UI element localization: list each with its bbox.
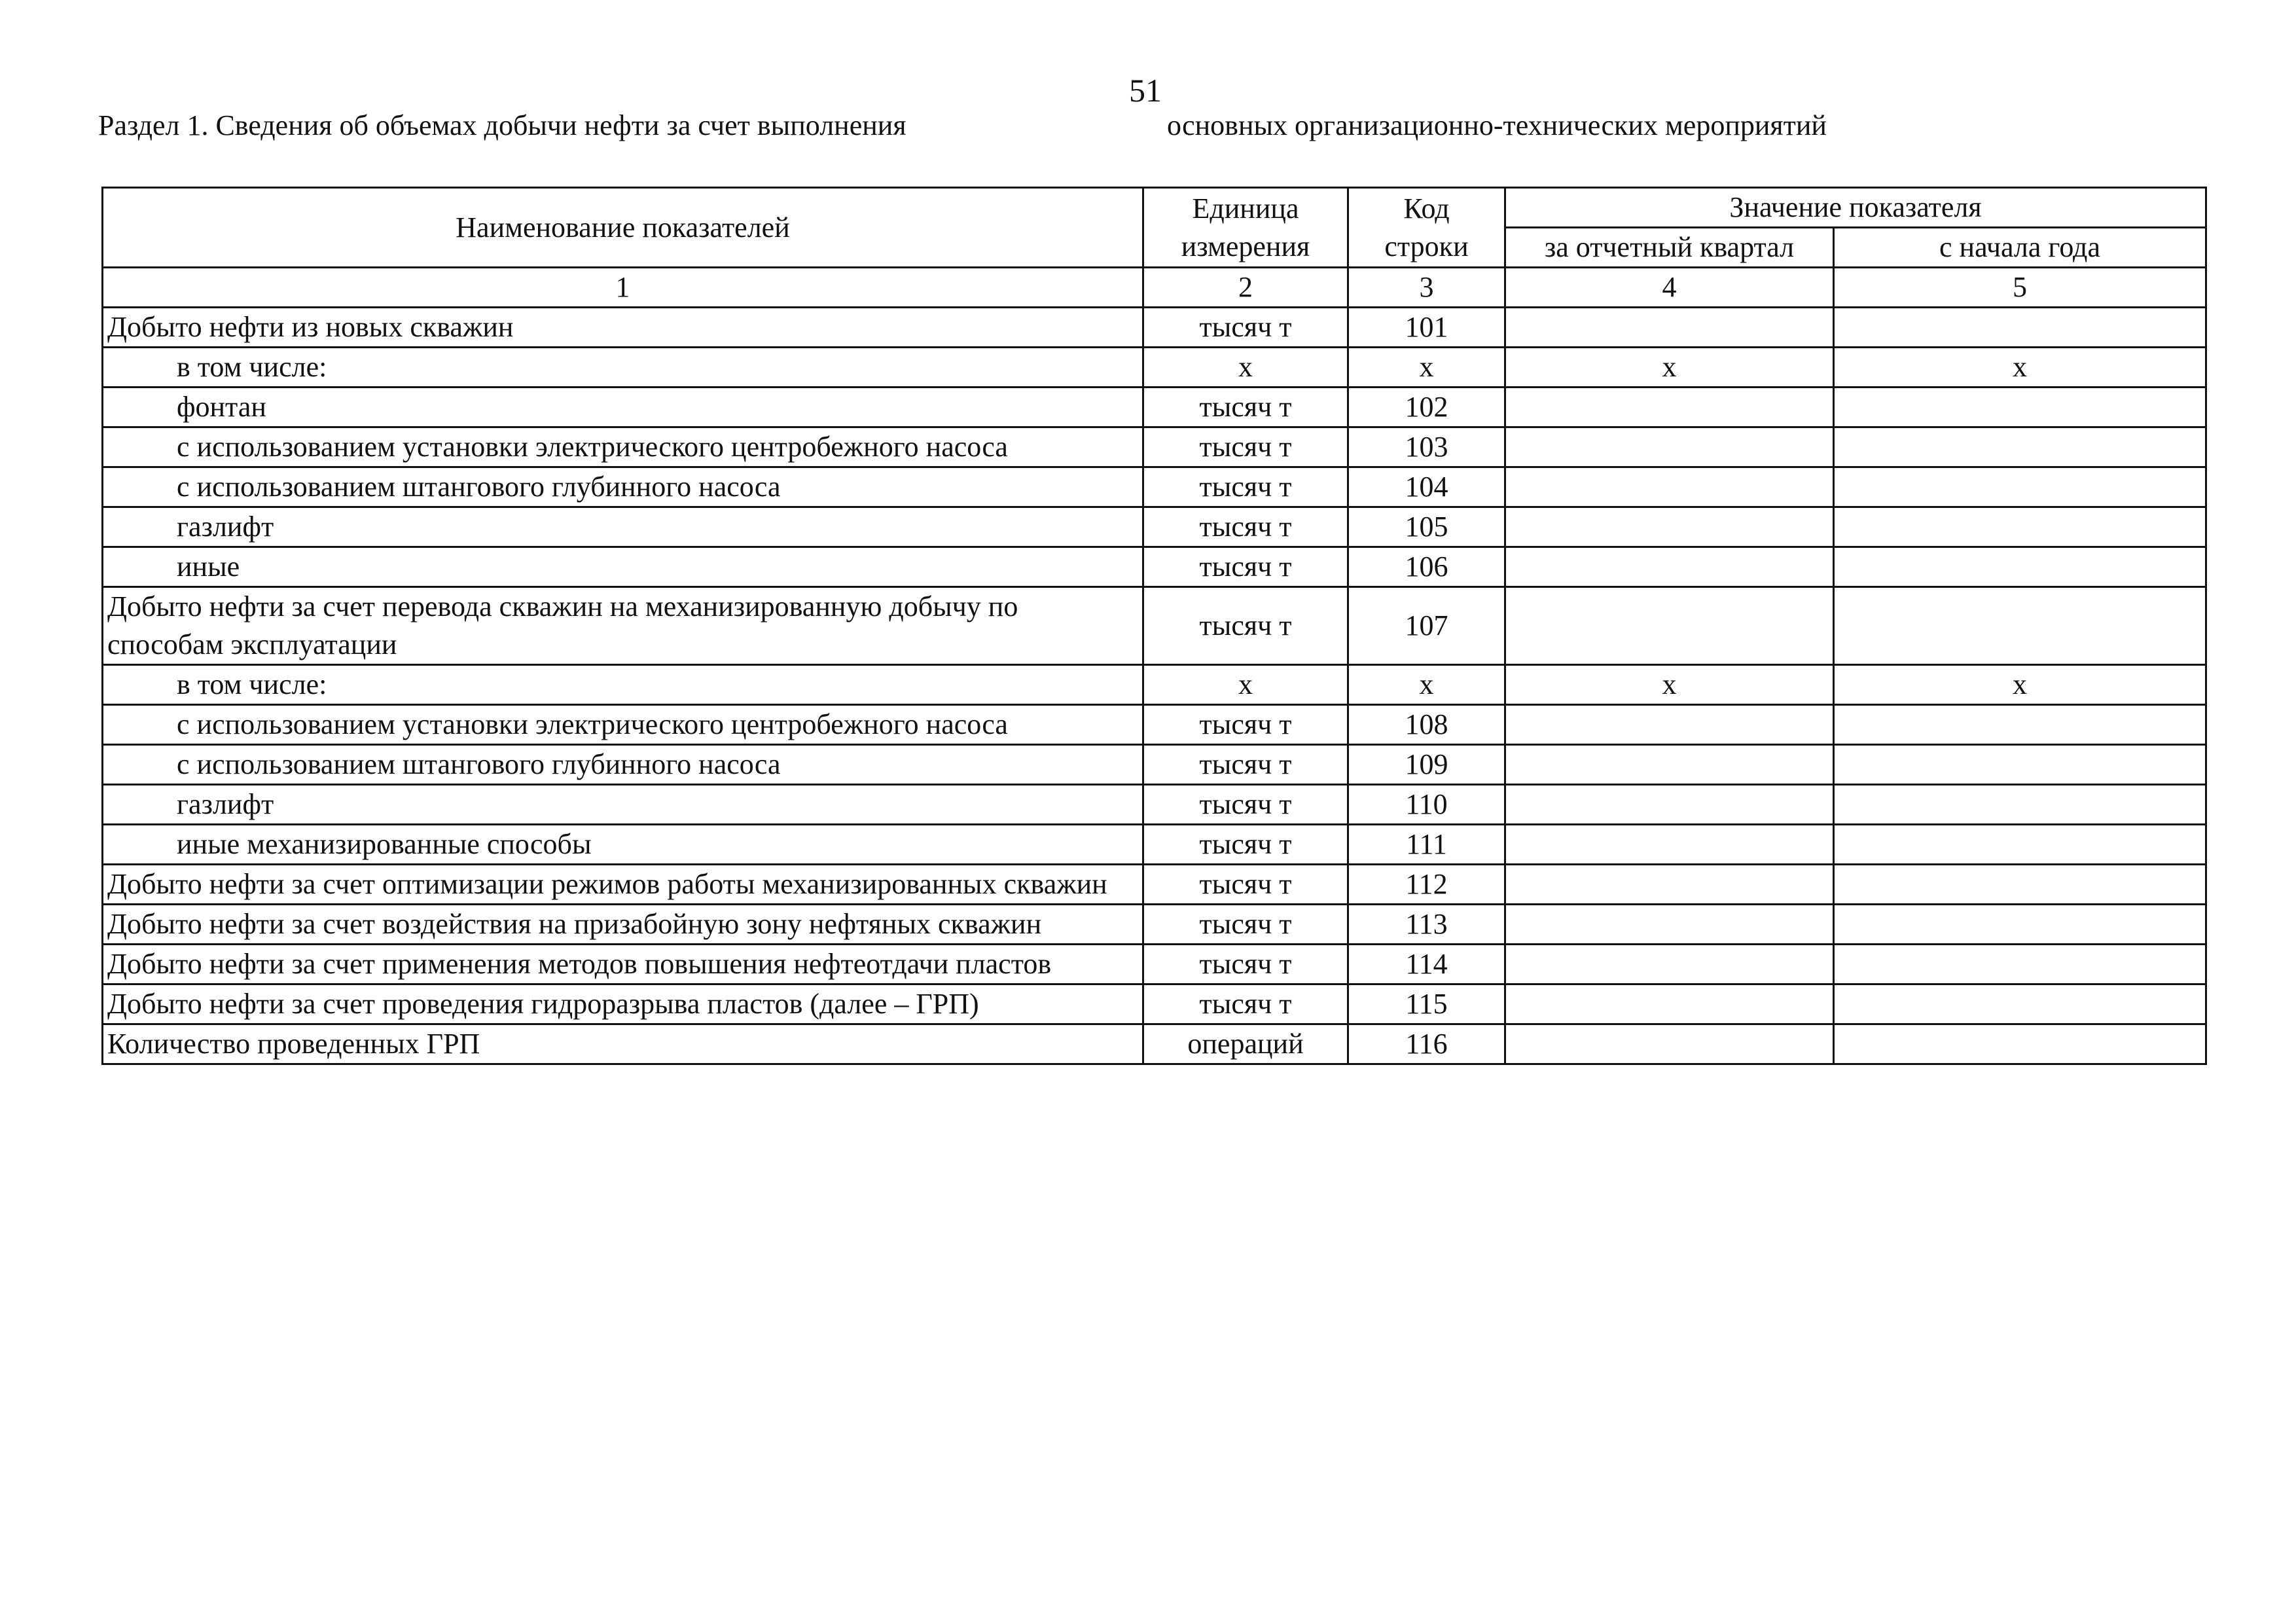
row-code: 116	[1348, 1024, 1505, 1064]
row-code: 114	[1348, 945, 1505, 984]
header-unit-line2: измерения	[1181, 230, 1310, 262]
row-quarter-value: х	[1505, 665, 1834, 705]
header-name: Наименование показателей	[103, 188, 1143, 268]
row-name: с использованием установки электрического центробежного насоса	[103, 427, 1143, 467]
row-name: Добыто нефти за счет перевода скважин на механизированную добычу по способам эксплуатации	[103, 587, 1143, 665]
row-name: газлифт	[103, 507, 1143, 547]
row-unit: х	[1143, 348, 1348, 388]
row-quarter-value	[1505, 905, 1834, 945]
row-name: Добыто нефти за счет проведения гидроразрыва пластов (далее – ГРП)	[103, 984, 1143, 1024]
table-row	[103, 825, 2206, 865]
row-year-value	[1834, 785, 2206, 825]
row-year-value	[1834, 745, 2206, 785]
row-name: с использованием штангового глубинного насоса	[103, 745, 1143, 785]
row-unit: тысяч т	[1143, 984, 1348, 1024]
row-code: 109	[1348, 745, 1505, 785]
page-number: 51	[1129, 72, 1162, 109]
header-unit	[1143, 188, 1348, 268]
row-unit: тысяч т	[1143, 308, 1348, 348]
row-unit: операций	[1143, 1024, 1348, 1064]
row-year-value	[1834, 825, 2206, 865]
row-code: 104	[1348, 467, 1505, 507]
row-quarter-value	[1505, 825, 1834, 865]
table-row	[103, 308, 2206, 348]
table-row	[103, 427, 2206, 467]
row-quarter-value	[1505, 945, 1834, 984]
row-unit: тысяч т	[1143, 427, 1348, 467]
row-unit: тысяч т	[1143, 587, 1348, 665]
row-quarter-value	[1505, 785, 1834, 825]
row-code: 112	[1348, 865, 1505, 905]
row-quarter-value	[1505, 1024, 1834, 1064]
section-title-right: основных организационно-технических мероприятий	[1167, 109, 1827, 141]
row-name: Добыто нефти за счет применения методов повышения нефтеотдачи пластов	[103, 945, 1143, 984]
row-year-value: х	[1834, 665, 2206, 705]
row-year-value	[1834, 547, 2206, 587]
table-row	[103, 507, 2206, 547]
column-number: 3	[1348, 268, 1505, 308]
row-name: Добыто нефти за счет оптимизации режимов работы механизированных скважин	[103, 865, 1143, 905]
row-name: иные	[103, 547, 1143, 587]
row-code: 106	[1348, 547, 1505, 587]
column-number: 4	[1505, 268, 1834, 308]
row-name: фонтан	[103, 388, 1143, 427]
row-quarter-value	[1505, 388, 1834, 427]
row-quarter-value	[1505, 308, 1834, 348]
row-unit: тысяч т	[1143, 388, 1348, 427]
row-unit: тысяч т	[1143, 785, 1348, 825]
table-row	[103, 467, 2206, 507]
column-number-row	[103, 268, 2206, 308]
row-year-value	[1834, 1024, 2206, 1064]
table-row	[103, 587, 2206, 665]
header-year: с начала года	[1834, 228, 2206, 268]
row-name: газлифт	[103, 785, 1143, 825]
header-quarter: за отчетный квартал	[1505, 228, 1834, 268]
row-year-value	[1834, 507, 2206, 547]
table-row	[103, 547, 2206, 587]
row-name: с использованием штангового глубинного насоса	[103, 467, 1143, 507]
header-unit-line1: Единица	[1192, 192, 1299, 225]
row-year-value	[1834, 984, 2206, 1024]
row-year-value	[1834, 308, 2206, 348]
report-table	[101, 187, 2207, 1065]
row-quarter-value	[1505, 705, 1834, 745]
table-row	[103, 665, 2206, 705]
row-unit: тысяч т	[1143, 825, 1348, 865]
row-year-value	[1834, 865, 2206, 905]
row-code: 113	[1348, 905, 1505, 945]
row-unit: тысяч т	[1143, 905, 1348, 945]
row-year-value	[1834, 467, 2206, 507]
row-code: 103	[1348, 427, 1505, 467]
row-name: с использованием установки электрического центробежного насоса	[103, 705, 1143, 745]
header-code-line1: Код	[1403, 192, 1450, 225]
column-number: 1	[103, 268, 1143, 308]
row-name: в том числе:	[103, 348, 1143, 388]
row-unit: тысяч т	[1143, 945, 1348, 984]
row-name: в том числе:	[103, 665, 1143, 705]
row-quarter-value: х	[1505, 348, 1834, 388]
row-name: Количество проведенных ГРП	[103, 1024, 1143, 1064]
row-unit: тысяч т	[1143, 507, 1348, 547]
table-row	[103, 388, 2206, 427]
row-name: Добыто нефти из новых скважин	[103, 308, 1143, 348]
row-year-value	[1834, 705, 2206, 745]
header-value-group: Значение показателя	[1505, 188, 2206, 228]
row-year-value	[1834, 427, 2206, 467]
row-quarter-value	[1505, 984, 1834, 1024]
row-year-value: х	[1834, 348, 2206, 388]
section-title-left: Раздел 1. Сведения об объемах добычи нефти за счет выполнения	[98, 109, 906, 141]
header-code	[1348, 188, 1505, 268]
row-quarter-value	[1505, 865, 1834, 905]
row-name: иные механизированные способы	[103, 825, 1143, 865]
header-code-line2: строки	[1384, 230, 1469, 262]
table-row	[103, 348, 2206, 388]
row-year-value	[1834, 905, 2206, 945]
row-quarter-value	[1505, 587, 1834, 665]
row-code: 107	[1348, 587, 1505, 665]
table-row	[103, 865, 2206, 905]
row-code: 102	[1348, 388, 1505, 427]
row-code: х	[1348, 665, 1505, 705]
header-row-1	[103, 188, 2206, 228]
row-code: 105	[1348, 507, 1505, 547]
row-quarter-value	[1505, 507, 1834, 547]
row-quarter-value	[1505, 745, 1834, 785]
row-quarter-value	[1505, 427, 1834, 467]
table-row	[103, 984, 2206, 1024]
row-unit: тысяч т	[1143, 865, 1348, 905]
row-unit: тысяч т	[1143, 745, 1348, 785]
row-name: Добыто нефти за счет воздействия на призабойную зону нефтяных скважин	[103, 905, 1143, 945]
table-row	[103, 905, 2206, 945]
row-code: х	[1348, 348, 1505, 388]
row-unit: тысяч т	[1143, 547, 1348, 587]
row-code: 115	[1348, 984, 1505, 1024]
row-year-value	[1834, 587, 2206, 665]
row-code: 110	[1348, 785, 1505, 825]
row-code: 108	[1348, 705, 1505, 745]
row-unit: тысяч т	[1143, 467, 1348, 507]
table-row	[103, 705, 2206, 745]
row-year-value	[1834, 388, 2206, 427]
table-row	[103, 1024, 2206, 1064]
row-year-value	[1834, 945, 2206, 984]
table-row	[103, 745, 2206, 785]
row-quarter-value	[1505, 467, 1834, 507]
column-number: 2	[1143, 268, 1348, 308]
table-row	[103, 785, 2206, 825]
row-code: 101	[1348, 308, 1505, 348]
row-code: 111	[1348, 825, 1505, 865]
row-unit: х	[1143, 665, 1348, 705]
row-unit: тысяч т	[1143, 705, 1348, 745]
table-row	[103, 945, 2206, 984]
row-quarter-value	[1505, 547, 1834, 587]
column-number: 5	[1834, 268, 2206, 308]
